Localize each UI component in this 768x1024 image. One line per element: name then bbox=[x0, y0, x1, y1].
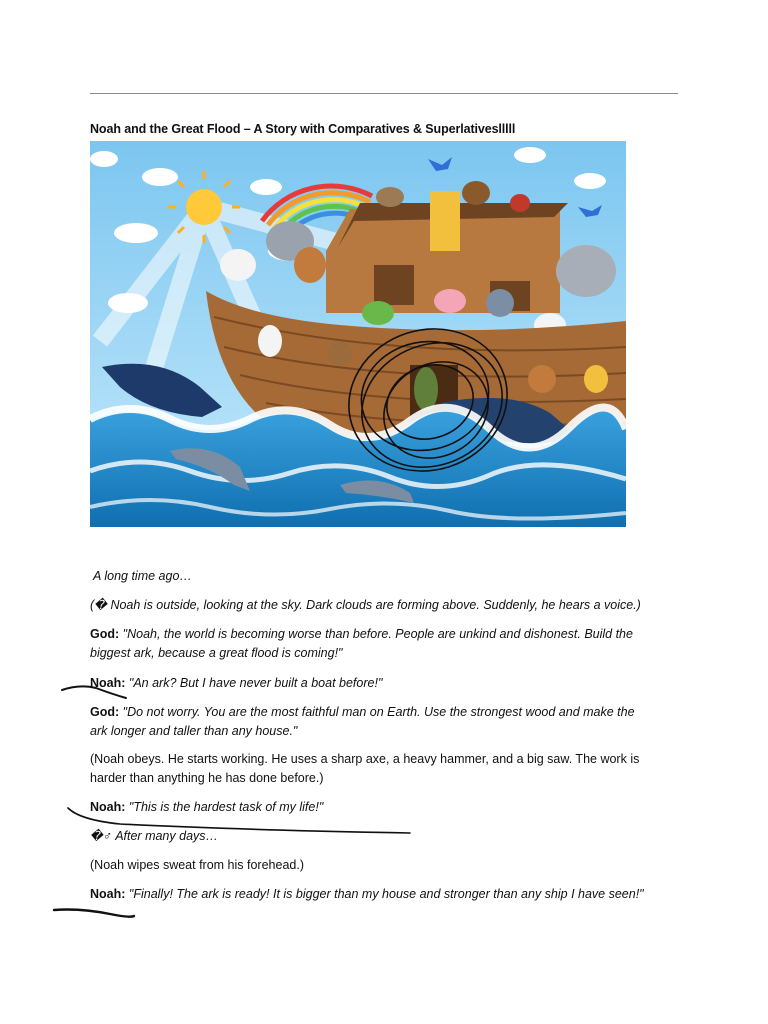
paragraph-2: (� Noah is outside, looking at the sky. Dark clouds are forming above. Suddenly, he hears a voice.) bbox=[90, 598, 641, 612]
paragraph-10 bbox=[90, 885, 650, 904]
paragraph-1: A long time ago… bbox=[93, 569, 192, 583]
speaker-god: God: bbox=[90, 627, 120, 641]
dialogue-text: "An ark? But I have never built a boat before!" bbox=[128, 676, 383, 690]
pen-mark bbox=[54, 910, 134, 917]
noah bbox=[414, 367, 438, 411]
paragraph-5 bbox=[90, 703, 650, 740]
dialogue-text: "Do not worry. You are the most faithful man on Earth. Use the strongest wood and make the ark longer and taller than any house." bbox=[90, 705, 635, 738]
dialogue-text: "Noah, the world is becoming worse than before. People are unkind and dishonest. Build the biggest ark, because a great flood is coming!" bbox=[90, 627, 633, 660]
paragraph-7 bbox=[90, 798, 650, 817]
speaker-noah: Noah: bbox=[90, 887, 126, 901]
paragraph-4 bbox=[90, 674, 650, 693]
speaker-god: God: bbox=[90, 705, 120, 719]
document-title: Noah and the Great Flood – A Story with Comparatives & Superlativeslllll bbox=[90, 122, 516, 136]
paragraph-8: �♂ After many days… bbox=[90, 829, 219, 843]
ark-scene bbox=[90, 141, 626, 527]
paragraph-3 bbox=[90, 625, 650, 662]
speaker-noah: Noah: bbox=[90, 676, 126, 690]
paragraph-6: (Noah obeys. He starts working. He uses a sharp axe, a heavy hammer, and a big saw. The work is harder than anything he has done before.) bbox=[90, 752, 640, 785]
noahs-ark-illustration bbox=[90, 141, 626, 527]
paragraph-9: (Noah wipes sweat from his forehead.) bbox=[90, 858, 304, 872]
dialogue-text: "Finally! The ark is ready! It is bigger than my house and stronger than any ship I have seen!" bbox=[128, 887, 644, 901]
speaker-noah: Noah: bbox=[90, 800, 126, 814]
header-rule bbox=[90, 93, 678, 94]
dialogue-text: "This is the hardest task of my life!" bbox=[128, 800, 324, 814]
